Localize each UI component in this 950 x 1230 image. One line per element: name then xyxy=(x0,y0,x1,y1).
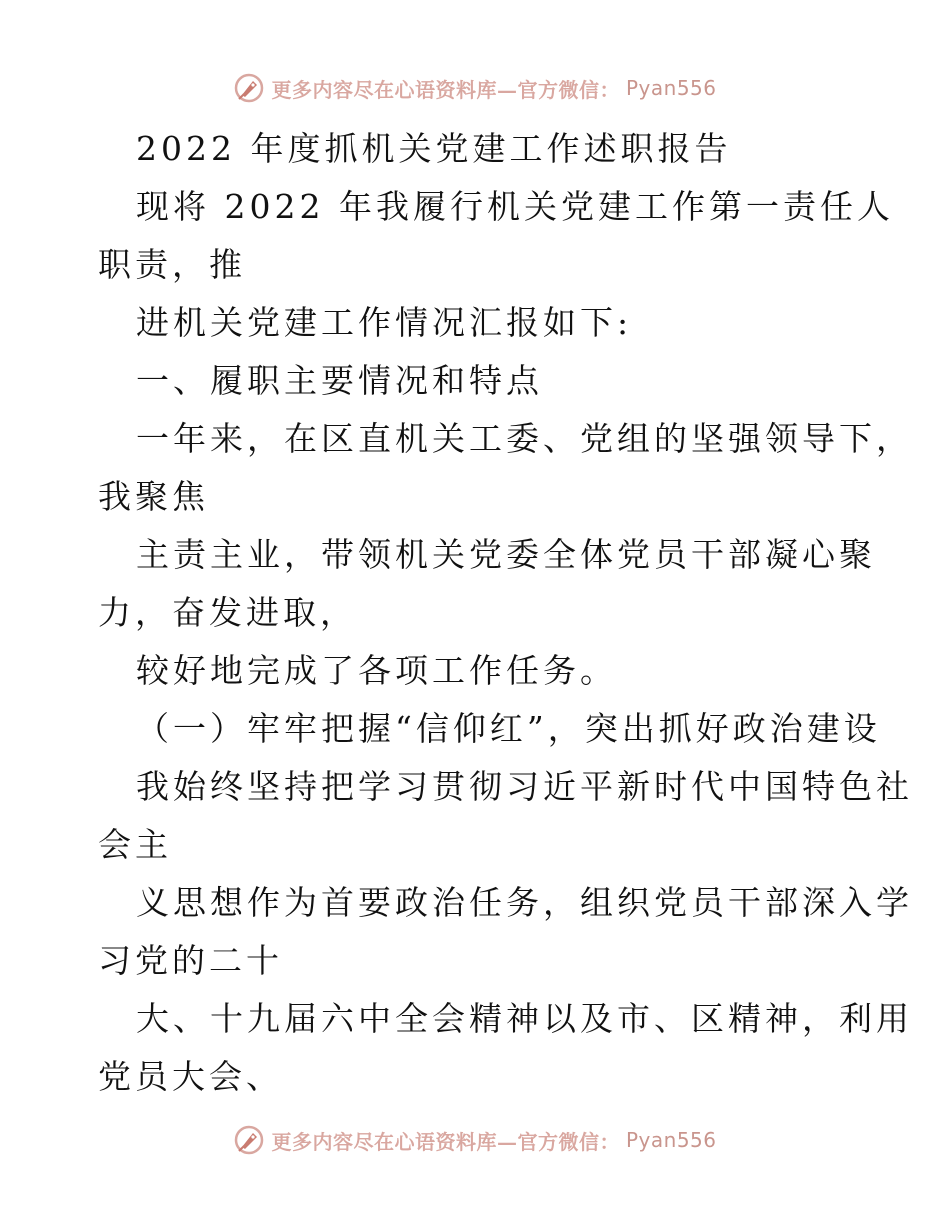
document-line: 现将 2022 年我履行机关党建工作第一责任人 xyxy=(136,187,894,226)
document-line: 党员大会、 xyxy=(98,1057,283,1096)
document-line: 一年来，在区直机关工委、党组的坚强领导下， xyxy=(136,419,913,458)
document-line: 一、履职主要情况和特点 xyxy=(136,361,543,400)
document-line: 力，奋发进取， xyxy=(98,593,357,632)
document-line: 进机关党建工作情况汇报如下: xyxy=(136,303,633,342)
watermark-header xyxy=(0,68,950,108)
document-line: 大、十九届六中全会精神以及市、区精神，利用 xyxy=(136,999,913,1038)
document-line: 我始终坚持把学习贯彻习近平新时代中国特色社 xyxy=(136,767,913,806)
watermark-content xyxy=(233,1124,716,1156)
watermark-wechat-id: Pyan556 xyxy=(625,76,717,100)
document-line: 义思想作为首要政治任务，组织党员干部深入学 xyxy=(136,883,913,922)
document-line: （一）牢牢把握“信仰红”，突出抓好政治建设 xyxy=(136,709,881,748)
watermark-text: 更多内容尽在心语资料库—官方微信： xyxy=(271,77,620,102)
watermark-footer xyxy=(0,1120,950,1160)
watermark-text: 更多内容尽在心语资料库—官方微信： xyxy=(271,1129,620,1154)
document-line: 职责，推 xyxy=(98,245,246,284)
pen-nib-logo-icon xyxy=(233,72,265,104)
watermark-wechat-id: Pyan556 xyxy=(625,1128,717,1152)
document-line: 会主 xyxy=(98,825,172,864)
document-line: 2022 年度抓机关党建工作述职报告 xyxy=(136,129,732,168)
document-body xyxy=(98,120,913,1106)
document-line: 习党的二十 xyxy=(98,941,283,980)
pen-nib-logo-icon xyxy=(233,1124,265,1156)
watermark-content xyxy=(233,72,716,104)
document-line: 较好地完成了各项工作任务。 xyxy=(136,651,617,690)
document-line: 主责主业，带领机关党委全体党员干部凝心聚 xyxy=(136,535,876,574)
document-line: 我聚焦 xyxy=(98,477,209,516)
